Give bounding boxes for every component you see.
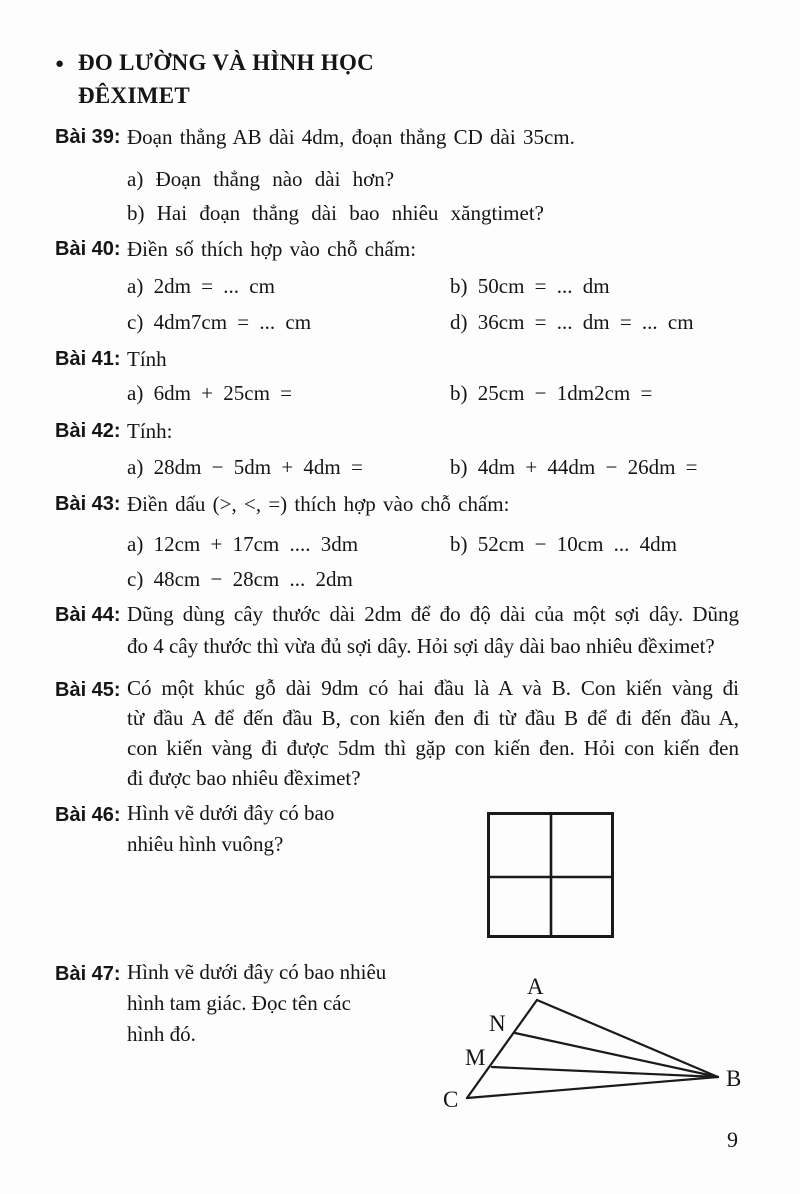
- part-a: a) 28dm − 5dm + 4dm =: [127, 455, 363, 479]
- section-title-line1: ĐO LƯỜNG VÀ HÌNH HỌC: [78, 50, 375, 75]
- statement-line: đo 4 cây thước thì vừa đủ sợi dây. Hỏi sợi dây dài bao nhiêu đềximet?: [127, 634, 715, 658]
- triangle-drawing: [425, 950, 770, 1120]
- vertex-label-a: A: [527, 974, 544, 999]
- part-b: b) 25cm − 1dm2cm =: [450, 381, 653, 405]
- exercise-label: Bài 41:: [55, 348, 121, 370]
- part-a: a) 2dm = ... cm: [127, 274, 275, 298]
- part-a: a) 12cm + 17cm .... 3dm: [127, 532, 359, 556]
- part-b: b) 50cm = ... dm: [450, 274, 610, 298]
- statement-line: hình đó.: [127, 1022, 196, 1046]
- exercise-statement: Điền số thích hợp vào chỗ chấm:: [127, 237, 417, 261]
- exercise-parts: [127, 268, 742, 340]
- exercise-statement: [127, 957, 429, 1050]
- square-grid-drawing: [487, 812, 614, 939]
- exercise-label: Bài 44:: [55, 604, 121, 626]
- exercise-bai-39: [55, 120, 742, 230]
- exercise-body: [127, 487, 742, 597]
- exercise-bai-41: [55, 342, 742, 411]
- exercise-parts: [127, 376, 742, 411]
- exercise-body: [127, 232, 742, 340]
- part-b: b) 52cm − 10cm ... 4dm: [450, 532, 677, 556]
- exercise-parts: [127, 162, 742, 230]
- part-b: b) Hai đoạn thẳng dài bao nhiêu xăngtimet?: [127, 201, 544, 225]
- exercise-parts: [127, 527, 742, 597]
- exercise-body: [127, 414, 742, 485]
- exercise-label: Bài 46:: [55, 804, 121, 826]
- part-c: c) 4dm7cm = ... cm: [127, 310, 312, 334]
- statement-line: hình tam giác. Đọc tên các: [127, 991, 351, 1015]
- part-a: a) 6dm + 25cm =: [127, 381, 292, 405]
- square-grid-figure: [487, 812, 614, 939]
- exercise-label: Bài 39:: [55, 126, 121, 148]
- exercise-statement: [127, 673, 739, 793]
- exercise-statement: Điền dấu (>, <, =) thích hợp vào chỗ chấm:: [127, 492, 510, 516]
- section-title-line2: ĐÊXIMET: [78, 83, 191, 108]
- exercise-parts: [127, 450, 742, 485]
- part-b: b) 4dm + 44dm − 26dm =: [450, 455, 698, 479]
- bullet-icon: ●: [55, 56, 65, 72]
- exercise-label: Bài 47:: [55, 963, 121, 985]
- exercise-bai-45: [55, 673, 742, 793]
- exercise-bai-43: [55, 487, 742, 597]
- exercise-statement: Đoạn thẳng AB dài 4dm, đoạn thẳng CD dài 35cm.: [127, 125, 575, 149]
- vertex-label-c: C: [443, 1087, 459, 1112]
- exercise-statement: Tính: [127, 347, 167, 371]
- exercise-statement: [127, 798, 400, 957]
- section-title: [78, 46, 374, 112]
- statement-line: Hình vẽ dưới đây có bao nhiêu: [127, 960, 387, 984]
- exercise-statement: Tính:: [127, 419, 173, 443]
- part-a: a) Đoạn thẳng nào dài hơn?: [127, 167, 395, 191]
- exercise-label: Bài 40:: [55, 238, 121, 260]
- vertex-label-n: N: [489, 1011, 506, 1036]
- part-d: d) 36cm = ... dm = ... cm: [450, 310, 694, 334]
- exercise-label: Bài 43:: [55, 493, 121, 515]
- statement-line: Dũng dùng cây thước dài 2dm để đo độ dài của một sợi dây. Dũng: [127, 602, 739, 626]
- statement-line: Hình vẽ dưới đây có bao: [127, 801, 335, 825]
- exercise-statement: [127, 598, 739, 662]
- exercise-label: Bài 45:: [55, 679, 121, 701]
- statement-line: nhiêu hình vuông?: [127, 832, 284, 856]
- exercise-bai-46: [55, 798, 742, 957]
- exercise-bai-42: [55, 414, 742, 485]
- vertex-label-m: M: [465, 1045, 486, 1070]
- statement-line: con kiến vàng đi được 5dm thì gặp con kiến đen. Hỏi con kiến đen: [127, 736, 739, 760]
- statement-line: đi được bao nhiêu đềximet?: [127, 766, 361, 790]
- section-heading: [55, 46, 742, 112]
- statement-line: Có một khúc gỗ dài 9dm có hai đầu là A và B. Con kiến vàng đi: [127, 676, 739, 700]
- triangle-figure: [425, 950, 770, 1120]
- vertex-label-b: B: [726, 1066, 742, 1091]
- statement-line: từ đầu A để đến đầu B, con kiến đen đi từ đầu B để đi đến đầu A,: [127, 706, 739, 730]
- exercise-bai-40: [55, 232, 742, 340]
- exercise-body: [127, 342, 742, 411]
- exercise-label: Bài 42:: [55, 420, 121, 442]
- part-c: c) 48cm − 28cm ... 2dm: [127, 567, 353, 591]
- exercise-bai-44: [55, 598, 742, 662]
- page-number: 9: [727, 1127, 738, 1152]
- exercise-body: [127, 120, 742, 230]
